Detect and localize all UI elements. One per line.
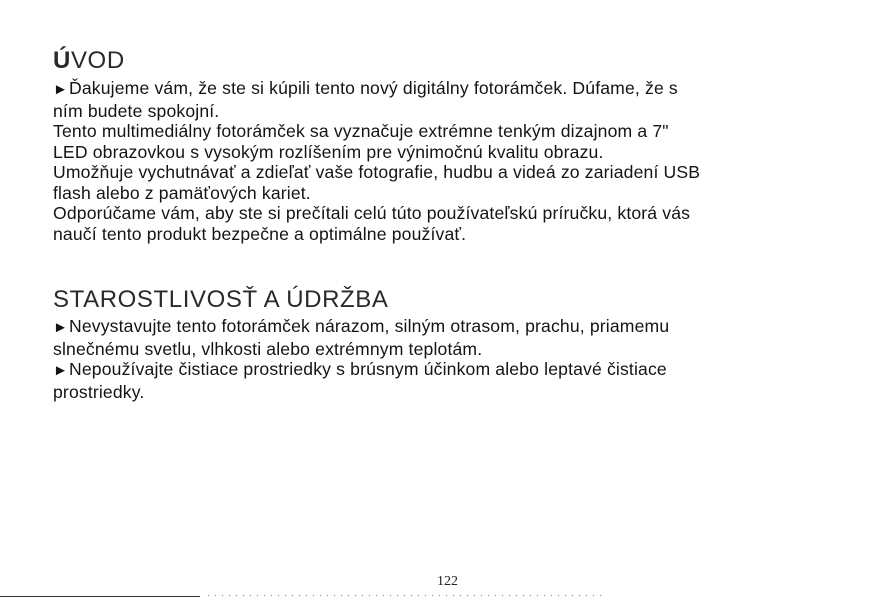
care-line-3 (53, 359, 843, 382)
care-paragraph (53, 316, 843, 402)
care-line-1-text: Nevystavujte tento fotorámček nárazom, silným otrasom, prachu, priamemu (69, 316, 670, 336)
section-heading-care-maintenance: STAROSTLIVOSŤ A ÚDRŽBA (53, 286, 389, 313)
heading-initial-letter: Ú (53, 47, 71, 74)
intro-line-5: Umožňuje vychutnávať a zdieľať vaše fotografie, hudbu a videá zo zariadení USB (53, 162, 701, 182)
care-line-2: slnečnému svetlu, vlhkosti alebo extrémnym teplotám. (53, 338, 483, 359)
heading-remaining-letters: VOD (70, 47, 125, 74)
intro-line-4: LED obrazovkou s vysokým rozlíšením pre výnimočnú kvalitu obrazu. (53, 141, 604, 162)
bullet-triangle-icon: ► (53, 81, 68, 98)
section-heading-uvod (53, 47, 125, 75)
bullet-triangle-icon: ► (53, 319, 68, 336)
intro-paragraph (53, 78, 843, 244)
intro-line-6: flash alebo z pamäťových kariet. (53, 182, 311, 203)
care-line-1 (53, 316, 843, 339)
intro-line-7: Odporúčame vám, aby ste si prečítali celú túto používateľskú príručku, ktorá vás (53, 203, 691, 223)
footer-print-artifact (205, 594, 605, 597)
bullet-triangle-icon: ► (53, 362, 68, 379)
intro-line-1-text: Ďakujeme vám, že ste si kúpili tento nový digitálny fotorámček. Dúfame, že s (69, 78, 678, 98)
care-line-4: prostriedky. (53, 381, 145, 402)
intro-line-2: ním budete spokojní. (53, 100, 220, 121)
intro-line-8: naučí tento produkt bezpečne a optimálne používať. (53, 223, 467, 244)
footer-divider (0, 596, 200, 597)
intro-line-1 (53, 78, 843, 101)
page-number: 122 (437, 574, 458, 589)
intro-line-3: Tento multimediálny fotorámček sa vyznačuje extrémne tenkým dizajnom a 7" (53, 121, 669, 141)
care-line-3-text: Nepoužívajte čistiace prostriedky s brúsnym účinkom alebo leptavé čistiace (69, 359, 667, 379)
